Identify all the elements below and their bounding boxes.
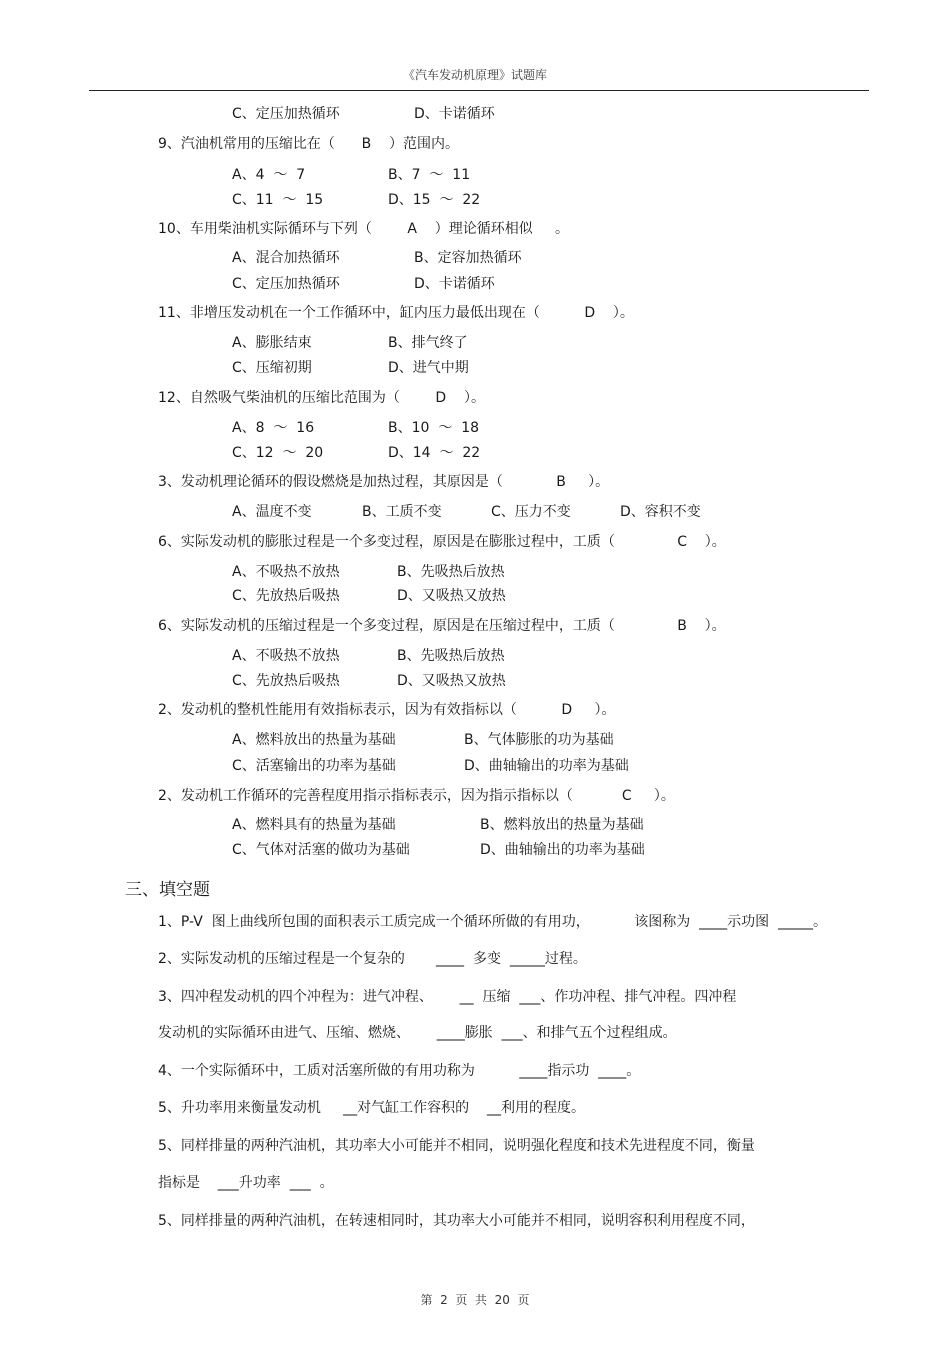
option-c: C、活塞输出的功率为基础 [232, 758, 396, 774]
section-heading: 三、填空题 [125, 880, 210, 900]
option-b: B、工质不变 [362, 504, 442, 520]
question-10: 10、车用柴油机实际循环与下列（ A ）理论循环相似 。 [158, 221, 570, 237]
option-a: A、不吸热不放热 [232, 564, 340, 580]
fill-question-3-cont: 发动机的实际循环由进气、压缩、燃烧、 ____膨胀 ___、和排气五个过程组成。 [158, 1025, 677, 1041]
question-12: 12、自然吸气柴油机的压缩比范围为（ D ）。 [158, 390, 485, 406]
fill-question-4: 4、一个实际循环中，工质对活塞所做的有用功称为 ____指示功 ____。 [158, 1063, 641, 1079]
fill-question-5a: 5、升功率用来衡量发动机 __对气缸工作容积的 __利用的程度。 [158, 1100, 585, 1116]
option-a: A、不吸热不放热 [232, 648, 340, 664]
option-d: D、曲轴输出的功率为基础 [480, 842, 645, 858]
option-d: D、又吸热又放热 [397, 588, 506, 604]
question-2b: 2、发动机工作循环的完善程度用指示指标表示，因为指示指标以（ C ）。 [158, 788, 675, 804]
option-b: B、7 ～ 11 [388, 167, 471, 183]
option-b: B、燃料放出的热量为基础 [480, 817, 644, 833]
option-d: D、15 ～ 22 [388, 192, 481, 208]
option-c: C、先放热后吸热 [232, 673, 340, 689]
fill-question-5b: 5、同样排量的两种汽油机，其功率大小可能并不相同，说明强化程度和技术先进程度不同，衡量 [158, 1138, 755, 1154]
option-a: A、燃料放出的热量为基础 [232, 732, 396, 748]
option-c: C、气体对活塞的做功为基础 [232, 842, 410, 858]
option-c: C、11 ～ 15 [232, 192, 324, 208]
option-c: C、先放热后吸热 [232, 588, 340, 604]
question-2a: 2、发动机的整机性能用有效指标表示，因为有效指标以（ D ）。 [158, 702, 616, 718]
option-d: D、卡诺循环 [414, 276, 495, 292]
question-6a: 6、实际发动机的膨胀过程是一个多变过程，原因是在膨胀过程中，工质（ C ）。 [158, 534, 726, 550]
option-d: D、卡诺循环 [414, 106, 495, 122]
option-d: D、曲轴输出的功率为基础 [464, 758, 629, 774]
fill-question-3: 3、四冲程发动机的四个冲程为：进气冲程、 __ 压缩 ___、作功冲程、排气冲程。四冲程 [158, 989, 737, 1005]
option-a: A、4 ～ 7 [232, 167, 306, 183]
option-b: B、先吸热后放热 [397, 648, 505, 664]
option-b: B、定容加热循环 [414, 250, 522, 266]
question-3: 3、发动机理论循环的假设燃烧是加热过程，其原因是（ B ）。 [158, 474, 610, 490]
option-a: A、混合加热循环 [232, 250, 340, 266]
option-b: B、10 ～ 18 [388, 420, 480, 436]
question-9: 9、汽油机常用的压缩比在（ B ）范围内。 [158, 136, 460, 152]
question-6b: 6、实际发动机的压缩过程是一个多变过程，原因是在压缩过程中，工质（ B ）。 [158, 618, 726, 634]
page-header: 《汽车发动机原理》试题库 [402, 68, 547, 82]
option-c: C、12 ～ 20 [232, 445, 324, 461]
page-footer: 第 2 页 共 20 页 [420, 1293, 530, 1307]
option-c: C、定压加热循环 [232, 106, 340, 122]
option-c: C、定压加热循环 [232, 276, 340, 292]
question-11: 11、非增压发动机在一个工作循环中，缸内压力最低出现在（ D ）。 [158, 305, 634, 321]
option-d: D、进气中期 [388, 360, 469, 376]
option-a: A、温度不变 [232, 504, 312, 520]
fill-question-2: 2、实际发动机的压缩过程是一个复杂的 ____ 多变 _____过程。 [158, 951, 587, 967]
option-c: C、压力不变 [491, 504, 571, 520]
option-a: A、8 ～ 16 [232, 420, 315, 436]
option-d: D、14 ～ 22 [388, 445, 481, 461]
option-b: B、排气终了 [388, 335, 468, 351]
option-d: D、又吸热又放热 [397, 673, 506, 689]
option-b: B、先吸热后放热 [397, 564, 505, 580]
option-a: A、燃料具有的热量为基础 [232, 817, 396, 833]
option-c: C、压缩初期 [232, 360, 312, 376]
option-d: D、容积不变 [620, 504, 701, 520]
fill-question-5b-cont: 指标是 ___升功率 ___ 。 [158, 1175, 334, 1191]
option-a: A、膨胀结束 [232, 335, 312, 351]
option-b: B、气体膨胀的功为基础 [464, 732, 614, 748]
header-rule [89, 90, 869, 91]
fill-question-1: 1、P-V 图上曲线所包围的面积表示工质完成一个循环所做的有用功， 该图称为 ____示功图 _____。 [158, 914, 828, 930]
fill-question-5c: 5、同样排量的两种汽油机，在转速相同时，其功率大小可能并不相同，说明容积利用程度不同， [158, 1213, 755, 1229]
